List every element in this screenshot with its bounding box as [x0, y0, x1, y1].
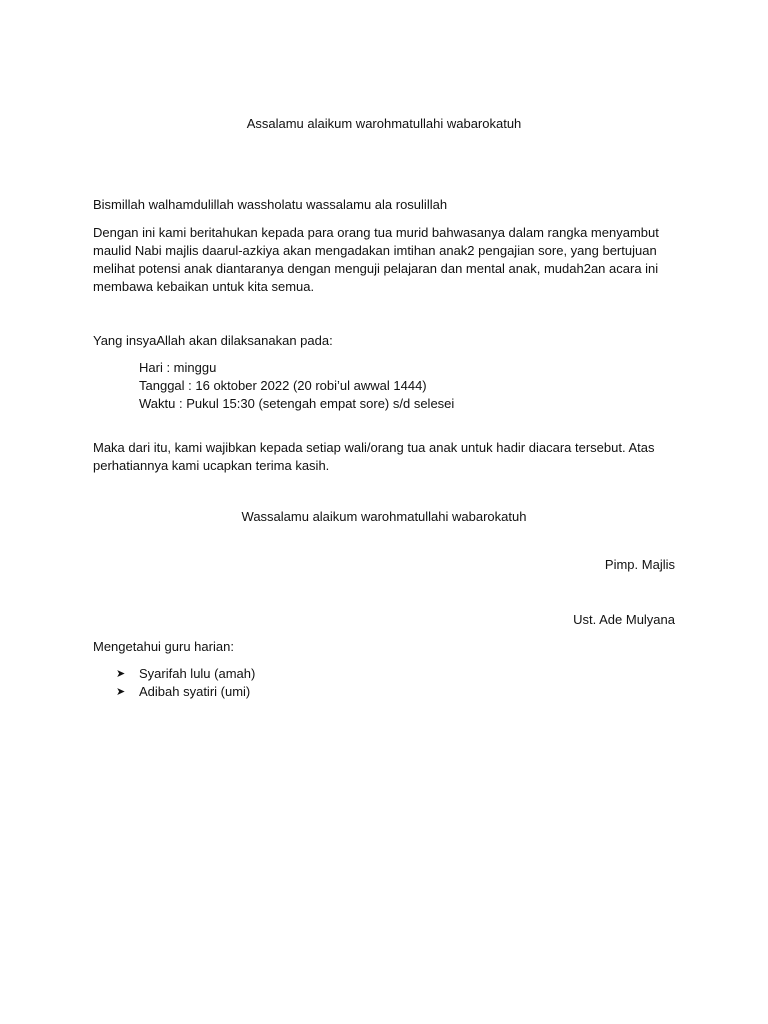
signature-name: Ust. Ade Mulyana: [573, 612, 675, 627]
bismillah-line: Bismillah walhamdulillah wassholatu wassalamu ala rosulillah: [93, 197, 448, 212]
opening-greeting: Assalamu alaikum warohmatullahi wabarokatuh: [246, 116, 522, 131]
intro-paragraph: [93, 224, 675, 296]
teacher-list: [116, 665, 255, 701]
closing-greeting: Wassalamu alaikum warohmatullahi wabarokatuh: [241, 509, 527, 524]
arrow-bullet-icon: ➤: [116, 686, 126, 698]
intro-line: Dengan ini kami beritahukan kepada para orang tua murid bahwasanya dalam rangka menyambut: [93, 225, 659, 240]
teacher-name: Syarifah lulu (amah): [139, 666, 256, 681]
schedule-day: Hari : minggu: [139, 360, 217, 375]
closing-line: perhatiannya kami ucapkan terima kasih.: [93, 458, 330, 473]
teacher-name: Adibah syatiri (umi): [139, 684, 251, 699]
signature-title: Pimp. Majlis: [604, 557, 675, 572]
list-item: [116, 665, 255, 683]
schedule-block: [139, 359, 454, 413]
intro-line: membawa kebaikan untuk kita semua.: [93, 279, 315, 294]
closing-paragraph: [93, 439, 675, 475]
intro-line: melihat potensi anak diantaranya dengan menguji pelajaran dan mental anak, mudah2an acara ini: [93, 261, 659, 276]
schedule-time: Waktu : Pukul 15:30 (setengah empat sore) s/d selesei: [139, 396, 455, 411]
arrow-bullet-icon: ➤: [116, 668, 126, 680]
intro-line: maulid Nabi majlis daarul-azkiya akan mengadakan imtihan anak2 pengajian sore, yang bertujuan: [93, 243, 657, 258]
closing-line: Maka dari itu, kami wajibkan kepada setiap wali/orang tua anak untuk hadir diacara tersebut. Atas: [93, 440, 655, 455]
schedule-date: Tanggal : 16 oktober 2022 (20 robi’ul awwal 1444): [139, 378, 427, 393]
acknowledged-label: Mengetahui guru harian:: [93, 639, 234, 654]
list-item: [116, 683, 255, 701]
schedule-intro: Yang insyaAllah akan dilaksanakan pada:: [93, 333, 333, 348]
